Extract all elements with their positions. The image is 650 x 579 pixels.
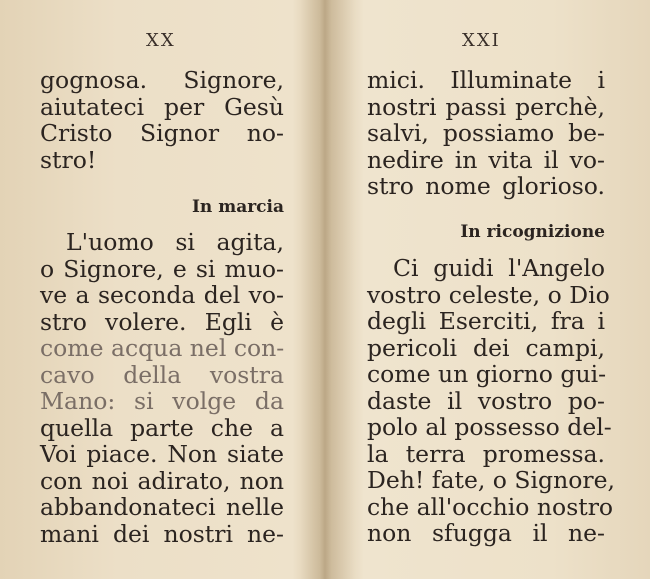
text-line: L'uomo si agita, — [66, 228, 284, 256]
text-line: che all'occhio nostro — [367, 492, 614, 521]
text-line: come un giorno gui- — [367, 360, 607, 388]
text-line: mani dei nostri ne- — [40, 519, 284, 548]
text-line: Voi piace. Non siate — [40, 440, 284, 468]
text-line: Cristo Signor no- — [40, 119, 284, 147]
text-line: mici. Illuminate i — [367, 66, 605, 94]
text-line: Mano: si volge da — [40, 387, 284, 415]
text-line: stro! — [40, 145, 97, 174]
left-page — [0, 0, 320, 579]
text-line: salvi, possiamo be- — [367, 119, 605, 147]
text-line: stro nome glorioso. — [367, 172, 605, 200]
text-line: vostro celeste, o Dio — [367, 280, 610, 309]
text-line: nedire in vita il vo- — [367, 145, 605, 174]
section-heading-wrap — [40, 197, 284, 217]
text-line: gognosa. Signore, — [40, 66, 284, 94]
section-heading: In marcia — [191, 197, 284, 217]
text-line: la terra promessa. — [367, 439, 605, 468]
text-line: polo al possesso del- — [367, 413, 612, 441]
text-line: non sfugga il ne- — [367, 519, 605, 547]
paragraph-main — [367, 254, 615, 547]
paragraph-continuation — [367, 67, 605, 200]
text-line: come acqua nel con- — [40, 334, 285, 362]
text-line: nostri passi perchè, — [367, 92, 605, 121]
text-line: quella parte che a — [40, 413, 284, 442]
text-line: aiutateci per Gesù — [40, 92, 284, 121]
text-line: abbandonateci nelle — [40, 493, 284, 521]
text-line: stro volere. Egli è — [40, 307, 284, 336]
text-line: pericoli dei campi, — [367, 333, 605, 362]
page-number: XXI — [462, 30, 501, 51]
text-line: daste il vostro po- — [367, 386, 605, 415]
text-line: Ci guidi l'Angelo — [393, 254, 605, 282]
section-heading: In ricognizione — [460, 222, 605, 242]
paragraph-continuation — [40, 67, 284, 173]
section-heading-wrap — [367, 222, 605, 242]
text-line: ve a seconda del vo- — [40, 281, 284, 309]
text-line: degli Eserciti, fra i — [367, 307, 605, 335]
text-line: o Signore, e si muo- — [40, 254, 284, 283]
page-number: XX — [146, 30, 176, 51]
text-line: con noi adirato, non — [40, 466, 284, 495]
text-line: Deh! fate, o Signore, — [367, 466, 615, 494]
right-page — [330, 0, 650, 579]
paragraph-main — [40, 229, 284, 547]
text-line: cavo della vostra — [40, 360, 284, 389]
